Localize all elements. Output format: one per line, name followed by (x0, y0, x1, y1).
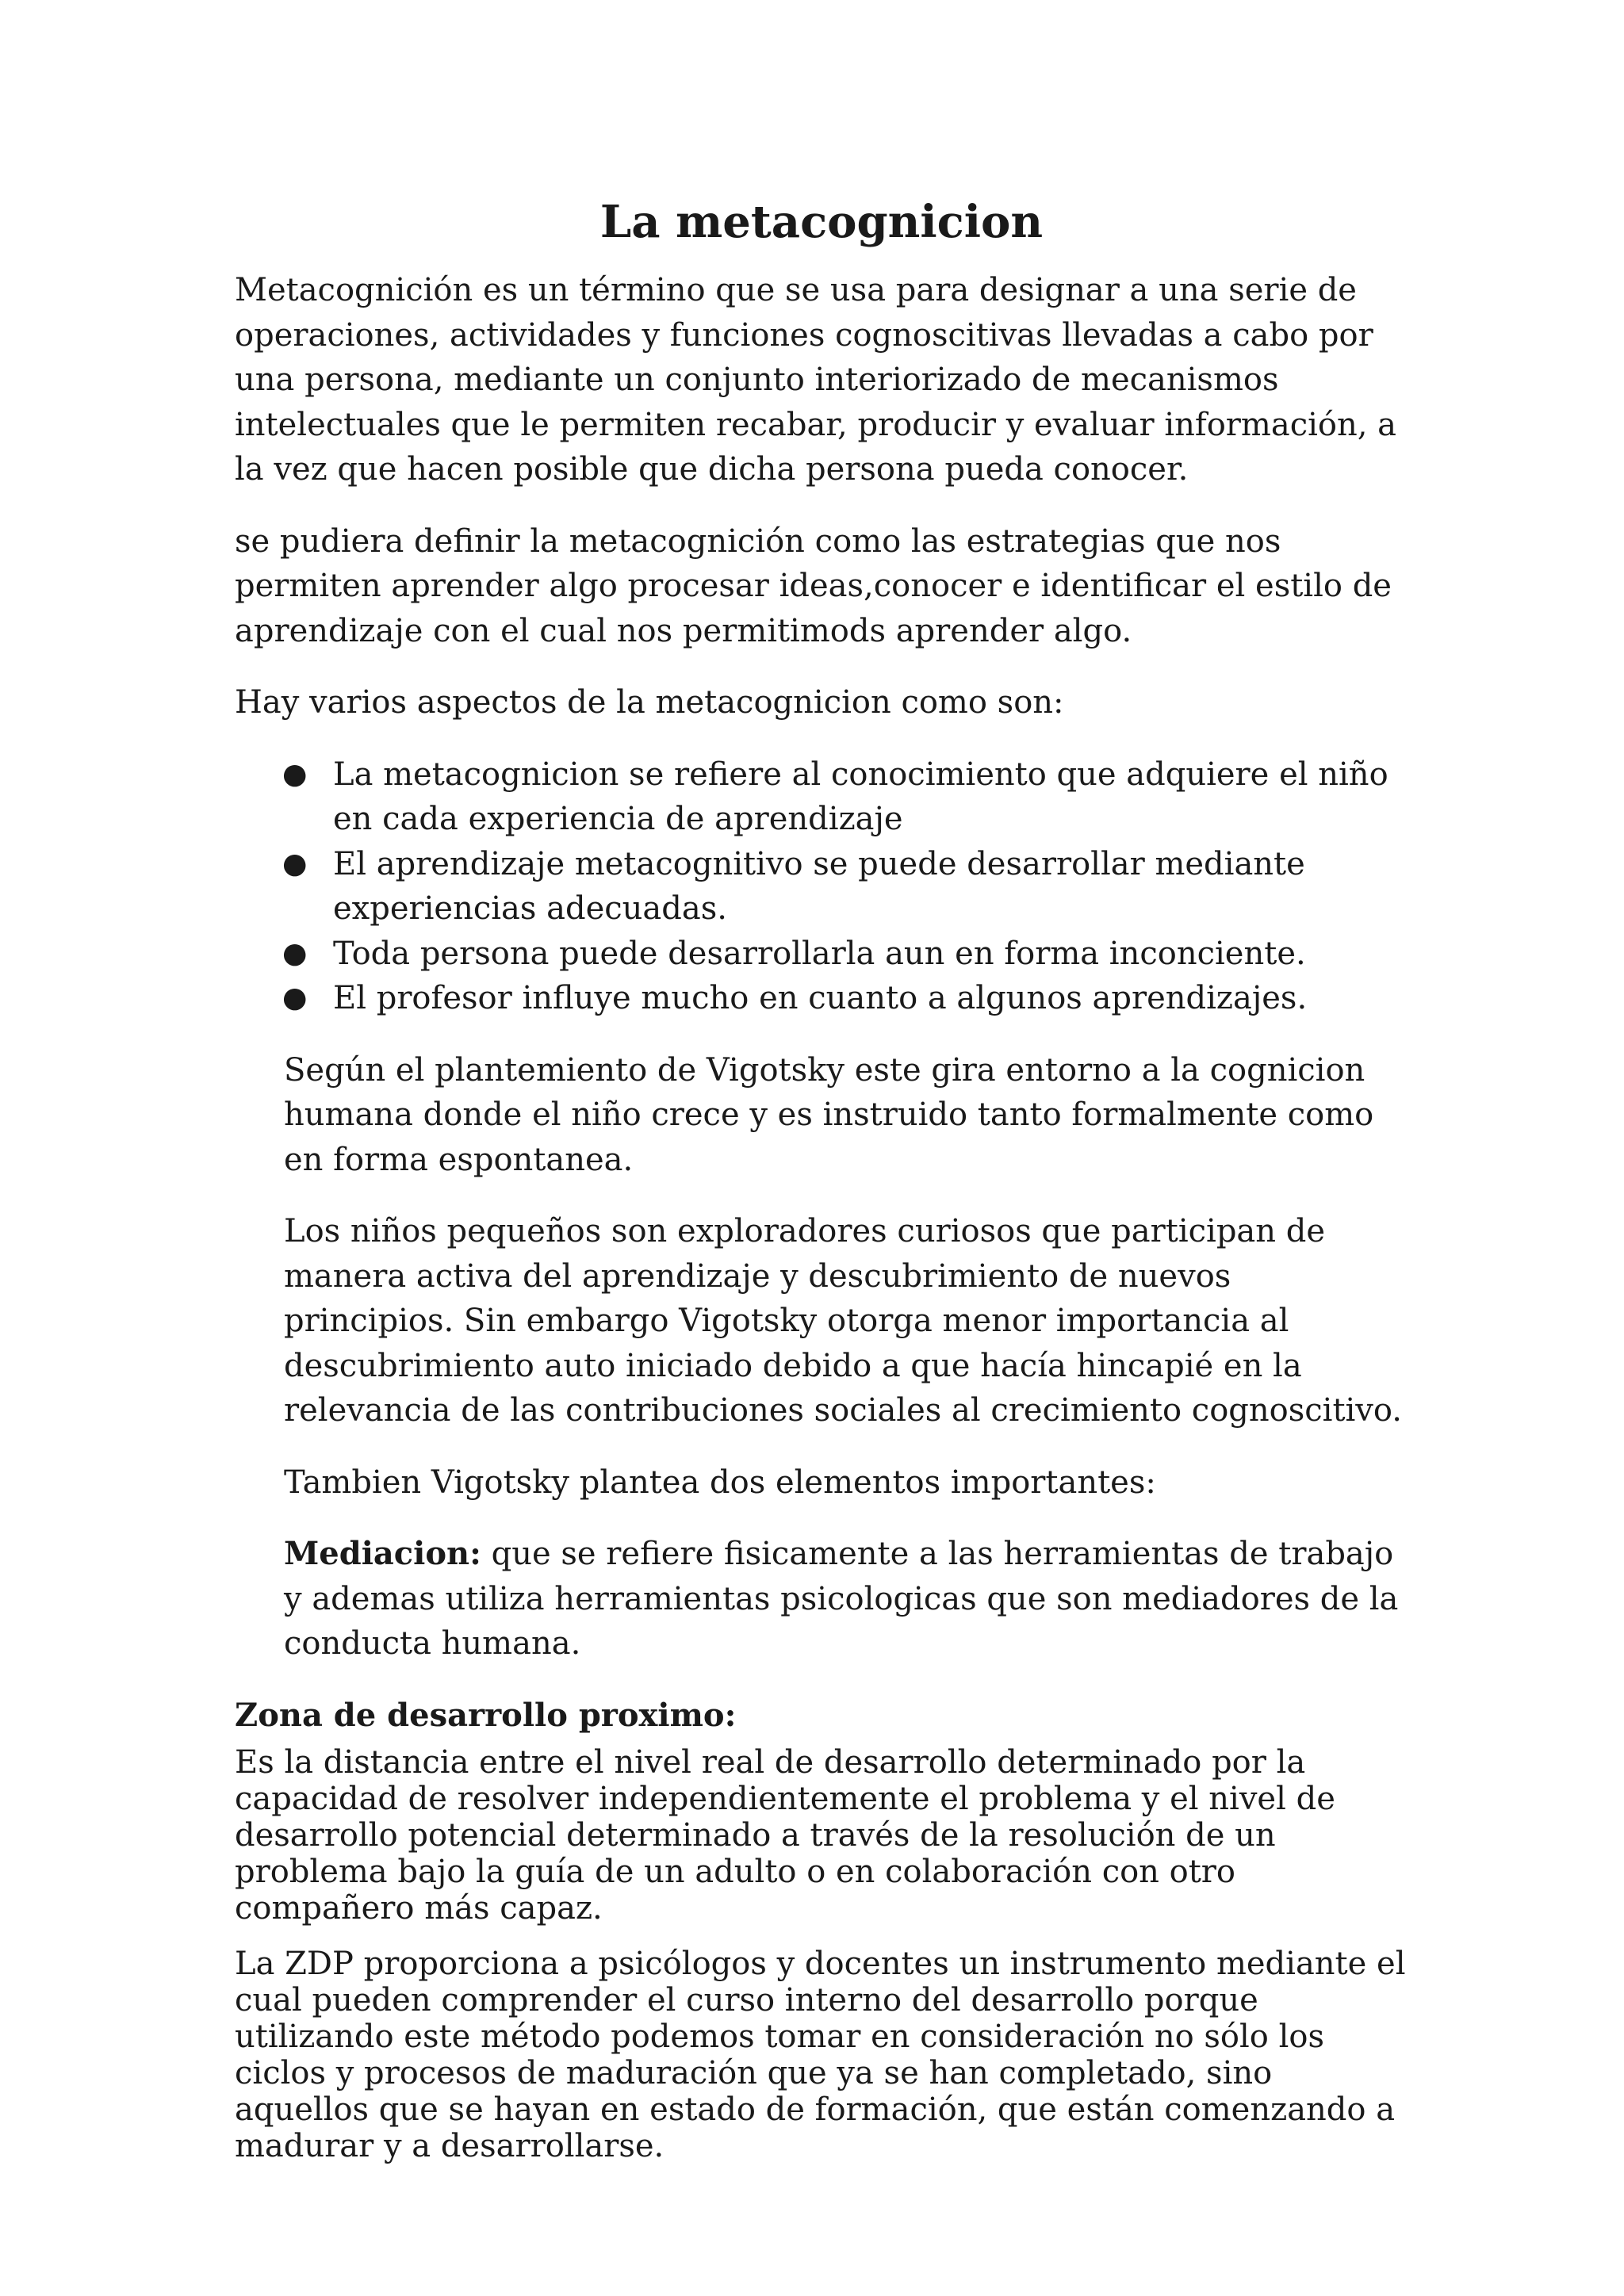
bullet-icon: ● (282, 936, 308, 970)
mediacion-text: que se refiere fisicamente a las herramientas de trabajo y ademas utiliza herramientas psicologicas que son mediadores de la conducta humana. (284, 1536, 1399, 1662)
bullet-icon: ● (282, 757, 308, 790)
mediacion-label: Mediacion: (284, 1535, 481, 1572)
list-item-text: El aprendizaje metacognitivo se puede desarrollar mediante experiencias adecuadas. (333, 845, 1305, 927)
zona-heading: Zona de desarrollo proximo: (235, 1696, 737, 1734)
paragraph-strategies: se pudiera definir la metacognición como las estrategias que nos permiten aprender algo procesar ideas,conocer e identificar el estilo de aprendizaje con el cual nos permitimods aprender algo. (235, 522, 1392, 649)
list-item (235, 932, 1408, 977)
document-body (235, 190, 1408, 2183)
paragraph-zona-definition: Es la distancia entre el nivel real de desarrollo determinado por la capacidad de resolver independientemente el problema y el nivel de desarrollo potencial determinado a través de la resolución de un problema bajo la guía de un adulto o en colaboración con otro compañero más capaz. (235, 1743, 1335, 1927)
bullet-icon: ● (282, 982, 308, 1014)
paragraph-definition: Metacognición es un término que se usa para designar a una serie de operaciones, actividades y funciones cognoscitivas llevadas a cabo por una persona, mediante un conjunto interiorizado de mecanismos intelectuales que le permiten recabar, producir y evaluar información, a la vez que hacen posible que dicha persona pueda conocer. (235, 272, 1397, 488)
paragraph-aspects-intro: Hay varios aspectos de la metacognicion como son: (235, 684, 1064, 721)
page-title: La metacognicion (599, 196, 1044, 248)
paragraph-zdp: La ZDP proporciona a psicólogos y docentes un instrumento mediante el cual pueden comprender el curso interno del desarrollo porque utilizando este método podemos tomar en consideración no sólo los ciclos y procesos de maduración que ya se han completado, sino aquellos que se hayan en estado de formación, que están comenzando a madurar y a desarrollarse. (235, 1945, 1406, 2164)
list-item-text: Toda persona puede desarrollarla aun en forma inconciente. (333, 935, 1306, 972)
paragraph-mediacion (284, 1532, 1408, 1667)
list-item-text: El profesor influye mucho en cuanto a algunos aprendizajes. (333, 980, 1308, 1016)
paragraph-elements-intro: Tambien Vigotsky plantea dos elementos importantes: (284, 1464, 1156, 1501)
list-item (235, 976, 1408, 1021)
paragraph-vigotsky: Según el plantemiento de Vigotsky este gira entorno a la cognicion humana donde el niño crece y es instruido tanto formalmente como en forma espontanea. (284, 1051, 1374, 1178)
bullet-icon: ● (282, 847, 308, 880)
list-item-text: La metacognicion se refiere al conocimiento que adquiere el niño en cada experiencia de aprendizaje (333, 756, 1388, 837)
list-item (235, 752, 1408, 842)
paragraph-explorers: Los niños pequeños son exploradores curiosos que participan de manera activa del aprendizaje y descubrimiento de nuevos principios. Sin embargo Vigotsky otorga menor importancia al descubrimiento auto iniciado debido a que hacía hincapié en la relevancia de las contribuciones sociales al crecimiento cognoscitivo. (284, 1213, 1402, 1429)
aspects-list (235, 752, 1408, 1021)
list-item (235, 842, 1408, 932)
